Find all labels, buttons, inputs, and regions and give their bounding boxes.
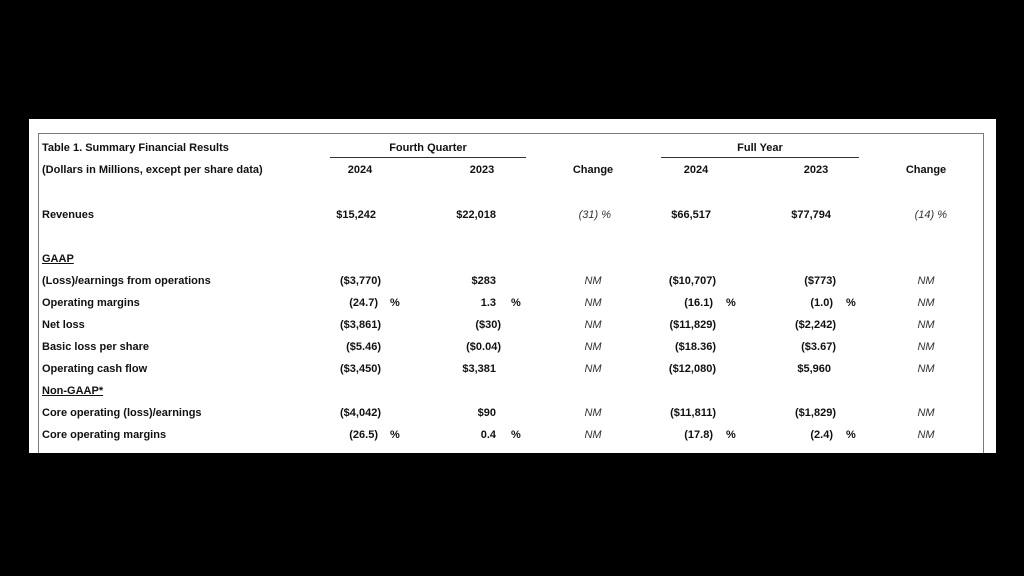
core-margins-q4-2023-pct: % (511, 429, 521, 441)
op-margins-fy-2024: (16.1) (684, 297, 713, 309)
group-rule-fy (661, 157, 859, 158)
revenues-q4-2024: $15,242 (336, 209, 376, 221)
core-margins-fy-2023-pct: % (846, 429, 856, 441)
eps-fy-change: NM (917, 341, 935, 353)
section-gaap: GAAP (42, 253, 74, 265)
row-label-core-ops: Core operating (loss)/earnings (42, 407, 202, 419)
group-rule-q4 (330, 157, 526, 158)
cash-flow-q4-change: NM (584, 363, 602, 375)
core-ops-q4-change: NM (584, 407, 602, 419)
cash-flow-fy-change: NM (917, 363, 935, 375)
ops-q4-2024: ($3,770) (340, 275, 381, 287)
op-margins-q4-2023-pct: % (511, 297, 521, 309)
core-margins-fy-2023: (2.4) (810, 429, 833, 441)
group-full-year: Full Year (737, 142, 783, 154)
core-ops-fy-2023: ($1,829) (795, 407, 836, 419)
cash-flow-q4-2023: $3,381 (462, 363, 496, 375)
core-margins-fy-2024-pct: % (726, 429, 736, 441)
col-q4-2023: 2023 (469, 164, 495, 176)
col-fy-2024: 2024 (683, 164, 709, 176)
row-label-core-margins: Core operating margins (42, 429, 167, 441)
op-margins-q4-2024-pct: % (390, 297, 400, 309)
table-frame (38, 133, 984, 453)
core-margins-fy-2024: (17.8) (684, 429, 713, 441)
core-margins-q4-change: NM (584, 429, 602, 441)
revenues-q4-2023: $22,018 (456, 209, 496, 221)
cash-flow-q4-2024: ($3,450) (340, 363, 381, 375)
table-subtitle: (Dollars in Millions, except per share data) (42, 164, 263, 176)
net-loss-fy-change: NM (917, 319, 935, 331)
net-loss-q4-2024: ($3,861) (340, 319, 381, 331)
group-fourth-quarter: Fourth Quarter (389, 142, 467, 154)
net-loss-fy-2023: ($2,242) (795, 319, 836, 331)
op-margins-fy-2023: (1.0) (810, 297, 833, 309)
core-ops-q4-2023: $90 (477, 407, 496, 419)
core-margins-fy-change: NM (917, 429, 935, 441)
row-label-cash-flow: Operating cash flow (42, 363, 148, 375)
core-margins-q4-2023: 0.4 (480, 429, 496, 441)
ops-q4-change: NM (584, 275, 602, 287)
section-non-gaap: Non-GAAP* (42, 385, 104, 397)
ops-fy-2023: ($773) (804, 275, 836, 287)
ops-fy-2024: ($10,707) (668, 275, 716, 287)
op-margins-fy-2023-pct: % (846, 297, 856, 309)
revenues-fy-2023: $77,794 (791, 209, 831, 221)
eps-q4-2023: ($0.04) (466, 341, 501, 353)
eps-fy-2023: ($3.67) (801, 341, 836, 353)
net-loss-q4-change: NM (584, 319, 602, 331)
revenues-q4-change: (31) % (578, 209, 611, 221)
core-ops-q4-2024: ($4,042) (340, 407, 381, 419)
eps-fy-2024: ($18.36) (675, 341, 716, 353)
ops-fy-change: NM (917, 275, 935, 287)
core-margins-q4-2024-pct: % (390, 429, 400, 441)
eps-q4-change: NM (584, 341, 602, 353)
eps-q4-2024: ($5.46) (346, 341, 381, 353)
col-q4-2024: 2024 (347, 164, 373, 176)
net-loss-q4-2023: ($30) (475, 319, 501, 331)
cash-flow-fy-2023: $5,960 (797, 363, 831, 375)
core-margins-q4-2024: (26.5) (349, 429, 378, 441)
core-ops-fy-change: NM (917, 407, 935, 419)
op-margins-fy-2024-pct: % (726, 297, 736, 309)
row-label-ops: (Loss)/earnings from operations (42, 275, 211, 287)
op-margins-q4-change: NM (584, 297, 602, 309)
col-fy-2023: 2023 (803, 164, 829, 176)
col-fy-change: Change (905, 164, 947, 176)
cash-flow-fy-2024: ($12,080) (668, 363, 716, 375)
row-label-net-loss: Net loss (42, 319, 85, 331)
op-margins-fy-change: NM (917, 297, 935, 309)
op-margins-q4-2023: 1.3 (480, 297, 496, 309)
row-label-eps: Basic loss per share (42, 341, 150, 353)
row-label-revenues: Revenues (42, 209, 94, 221)
table-title: Table 1. Summary Financial Results (42, 142, 229, 154)
revenues-fy-change: (14) % (914, 209, 947, 221)
col-q4-change: Change (572, 164, 614, 176)
op-margins-q4-2024: (24.7) (349, 297, 378, 309)
ops-q4-2023: $283 (471, 275, 496, 287)
revenues-fy-2024: $66,517 (671, 209, 711, 221)
net-loss-fy-2024: ($11,829) (669, 319, 716, 331)
row-label-op-margins: Operating margins (42, 297, 140, 309)
core-ops-fy-2024: ($11,811) (670, 407, 716, 419)
document-page (29, 119, 996, 453)
